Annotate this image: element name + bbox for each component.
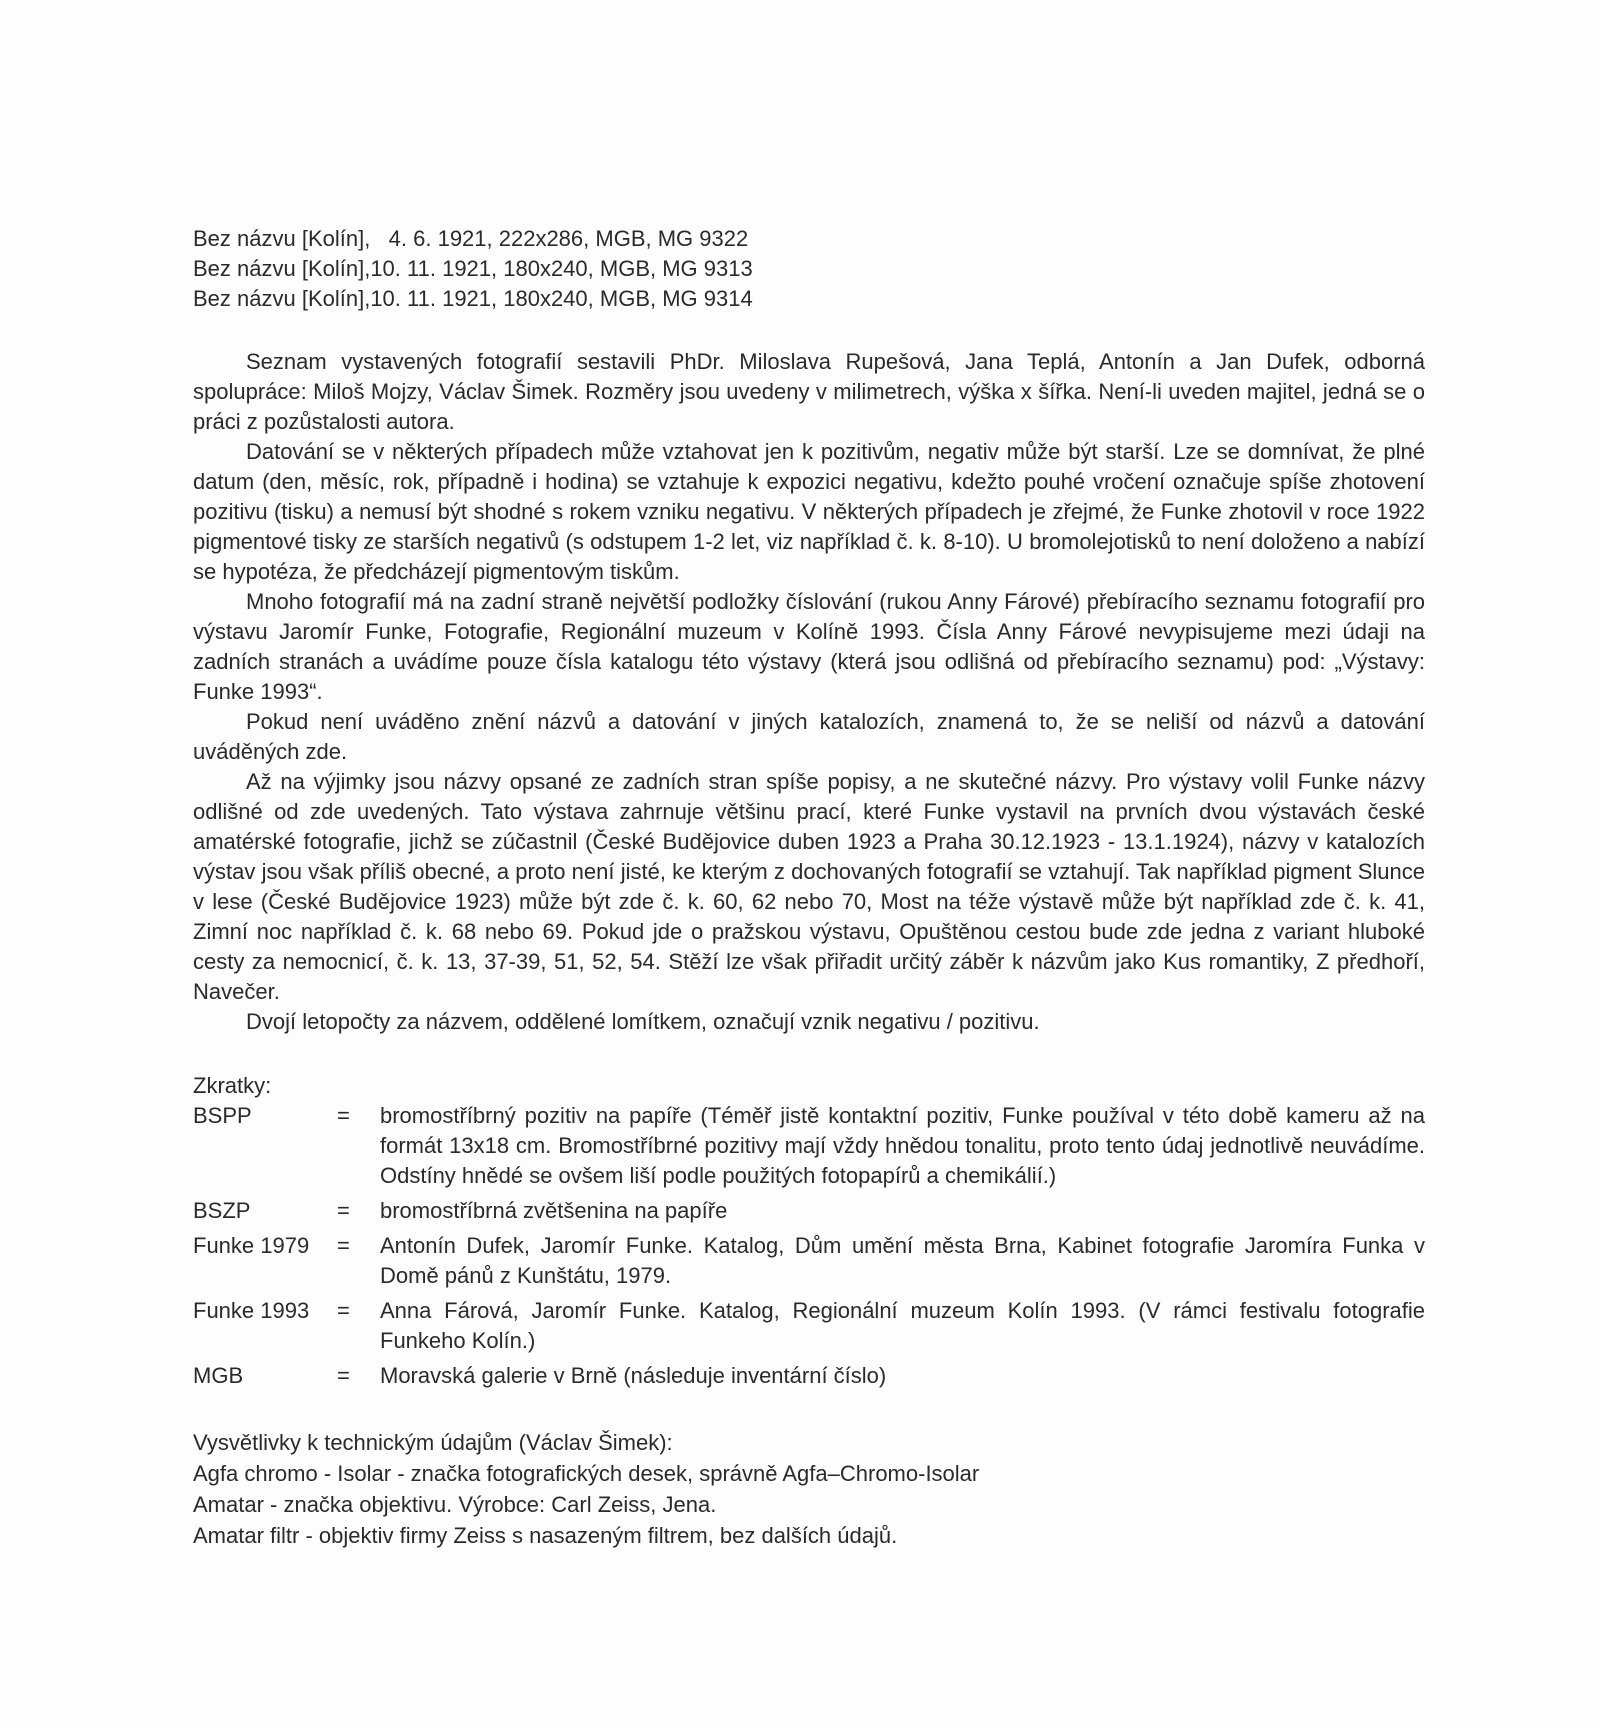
technical-notes-heading: Vysvětlivky k technickým údajům (Václav Šimek): [193,1430,673,1455]
abbreviation-row [193,1296,1425,1361]
abbreviation-term: BSPP [193,1103,252,1128]
catalog-entry: Bez názvu [Kolín], 4. 6. 1921, 222x286, MGB, MG 9322 [193,226,749,251]
abbreviation-definition: bromostříbrná zvětšenina na papíře [380,1198,728,1223]
abbreviation-definition: bromostříbrný pozitiv na papíře (Téměř jistě kontaktní pozitiv, Funke používal v této době kameru až na formát 13x18 cm. Bromostříbrné pozitivy mají vždy hnědou tonalitu, proto tento údaj jednotlivě neuvádíme. Odstíny hnědé se ovšem liší podle použitých fotopapírů a chemikálií.) [380,1103,1425,1188]
abbreviation-row [193,1361,1425,1391]
catalog-entry: Bez názvu [Kolín],10. 11. 1921, 180x240, MGB, MG 9313 [193,256,753,281]
technical-notes [193,1427,1425,1551]
abbreviation-row [193,1196,1425,1231]
intro-paragraph: Dvojí letopočty za názvem, oddělené lomítkem, označují vznik negativu / pozitivu. [246,1009,1040,1034]
abbreviations-table [193,1101,1425,1391]
abbreviation-definition: Antonín Dufek, Jaromír Funke. Katalog, Dům umění města Brna, Kabinet fotografie Jaromíra Funka v Domě pánů z Kunštátu, 1979. [380,1233,1425,1288]
intro-paragraph: Pokud není uváděno znění názvů a datování v jiných katalozích, znamená to, že se neliší od názvů a datování uváděných zde. [193,709,1425,764]
equals-sign: = [337,1103,350,1128]
intro-paragraph: Mnoho fotografií má na zadní straně největší podložky číslování (rukou Anny Fárové) přebíracího seznamu fotografií pro výstavu Jaromír Funke, Fotografie, Regionální muzeum v Kolíně 1993. Čísla Anny Fárové nevypisujeme mezi údaji na zadních stranách a uvádíme pouze čísla katalogu této výstavy (která jsou odlišná od přebíracího seznamu) pod: „Výstavy: Funke 1993“. [193,589,1425,704]
equals-sign: = [337,1298,350,1323]
catalog-entry-list [193,224,1425,314]
abbreviation-definition: Moravská galerie v Brně (následuje inventární číslo) [380,1363,887,1388]
abbreviation-term: BSZP [193,1198,251,1223]
equals-sign: = [337,1233,350,1258]
abbreviation-term: Funke 1979 [193,1233,310,1258]
catalog-entry: Bez názvu [Kolín],10. 11. 1921, 180x240, MGB, MG 9314 [193,286,753,311]
technical-note-line: Agfa chromo - Isolar - značka fotografických desek, správně Agfa–Chromo-Isolar [193,1461,980,1486]
abbreviation-term: Funke 1993 [193,1298,310,1323]
page-content [193,224,1425,1551]
intro-paragraph: Až na výjimky jsou názvy opsané ze zadních stran spíše popisy, a ne skutečné názvy. Pro výstavy volil Funke názvy odlišné od zde uvedených. Tato výstava zahrnuje většinu prací, které Funke vystavil na prvních dvou výstavách české amatérské fotografie, jichž se zúčastnil (České Budějovice duben 1923 a Praha 30.12.1923 - 13.1.1924), názvy v katalozích výstav jsou však příliš obecné, a proto není jisté, ke kterým z dochovaných fotografií se vztahují. Tak například pigment Slunce v lese (České Budějovice 1923) může být zde č. k. 60, 62 nebo 70, Most na téže výstavě může být například zde č. k. 41, Zimní noc například č. k. 68 nebo 69. Pokud jde o pražskou výstavu, Opuštěnou cestou bude zde jedna z variant hluboké cesty za nemocnicí, č. k. 13, 37-39, 51, 52, 54. Stěží lze však přiřadit určitý záběr k názvům jako Kus romantiky, Z předhoří, Navečer. [193,769,1425,1004]
abbreviations-heading: Zkratky: [193,1073,272,1098]
abbreviation-row [193,1101,1425,1196]
intro-paragraph: Seznam vystavených fotografií sestavili PhDr. Miloslava Rupešová, Jana Teplá, Antonín a Jan Dufek, odborná spolupráce: Miloš Mojzy, Václav Šimek. Rozměry jsou uvedeny v milimetrech, výška x šířka. Není-li uveden majitel, jedná se o práci z pozůstalosti autora. [193,349,1425,434]
abbreviation-row [193,1231,1425,1296]
equals-sign: = [337,1198,350,1223]
intro-notes [193,347,1425,1037]
technical-note-line: Amatar filtr - objektiv firmy Zeiss s nasazeným filtrem, bez dalších údajů. [193,1523,898,1548]
technical-note-line: Amatar - značka objektivu. Výrobce: Carl Zeiss, Jena. [193,1492,717,1517]
abbreviation-definition: Anna Fárová, Jaromír Funke. Katalog, Regionální muzeum Kolín 1993. (V rámci festivalu fotografie Funkeho Kolín.) [380,1298,1425,1353]
equals-sign: = [337,1363,350,1388]
abbreviation-term: MGB [193,1363,244,1388]
intro-paragraph: Datování se v některých případech může vztahovat jen k pozitivům, negativ může být starší. Lze se domnívat, že plné datum (den, měsíc, rok, případně i hodina) se vztahuje k expozici negativu, kdežto pouhé vročení označuje spíše zhotovení pozitivu (tisku) a nemusí být shodné s rokem vzniku negativu. V některých případech je zřejmé, že Funke zhotovil v roce 1922 pigmentové tisky ze starších negativů (s odstupem 1-2 let, viz například č. k. 8-10). U bromolejotisků to není doloženo a nabízí se hypotéza, že předcházejí pigmentovým tiskům. [193,439,1425,584]
